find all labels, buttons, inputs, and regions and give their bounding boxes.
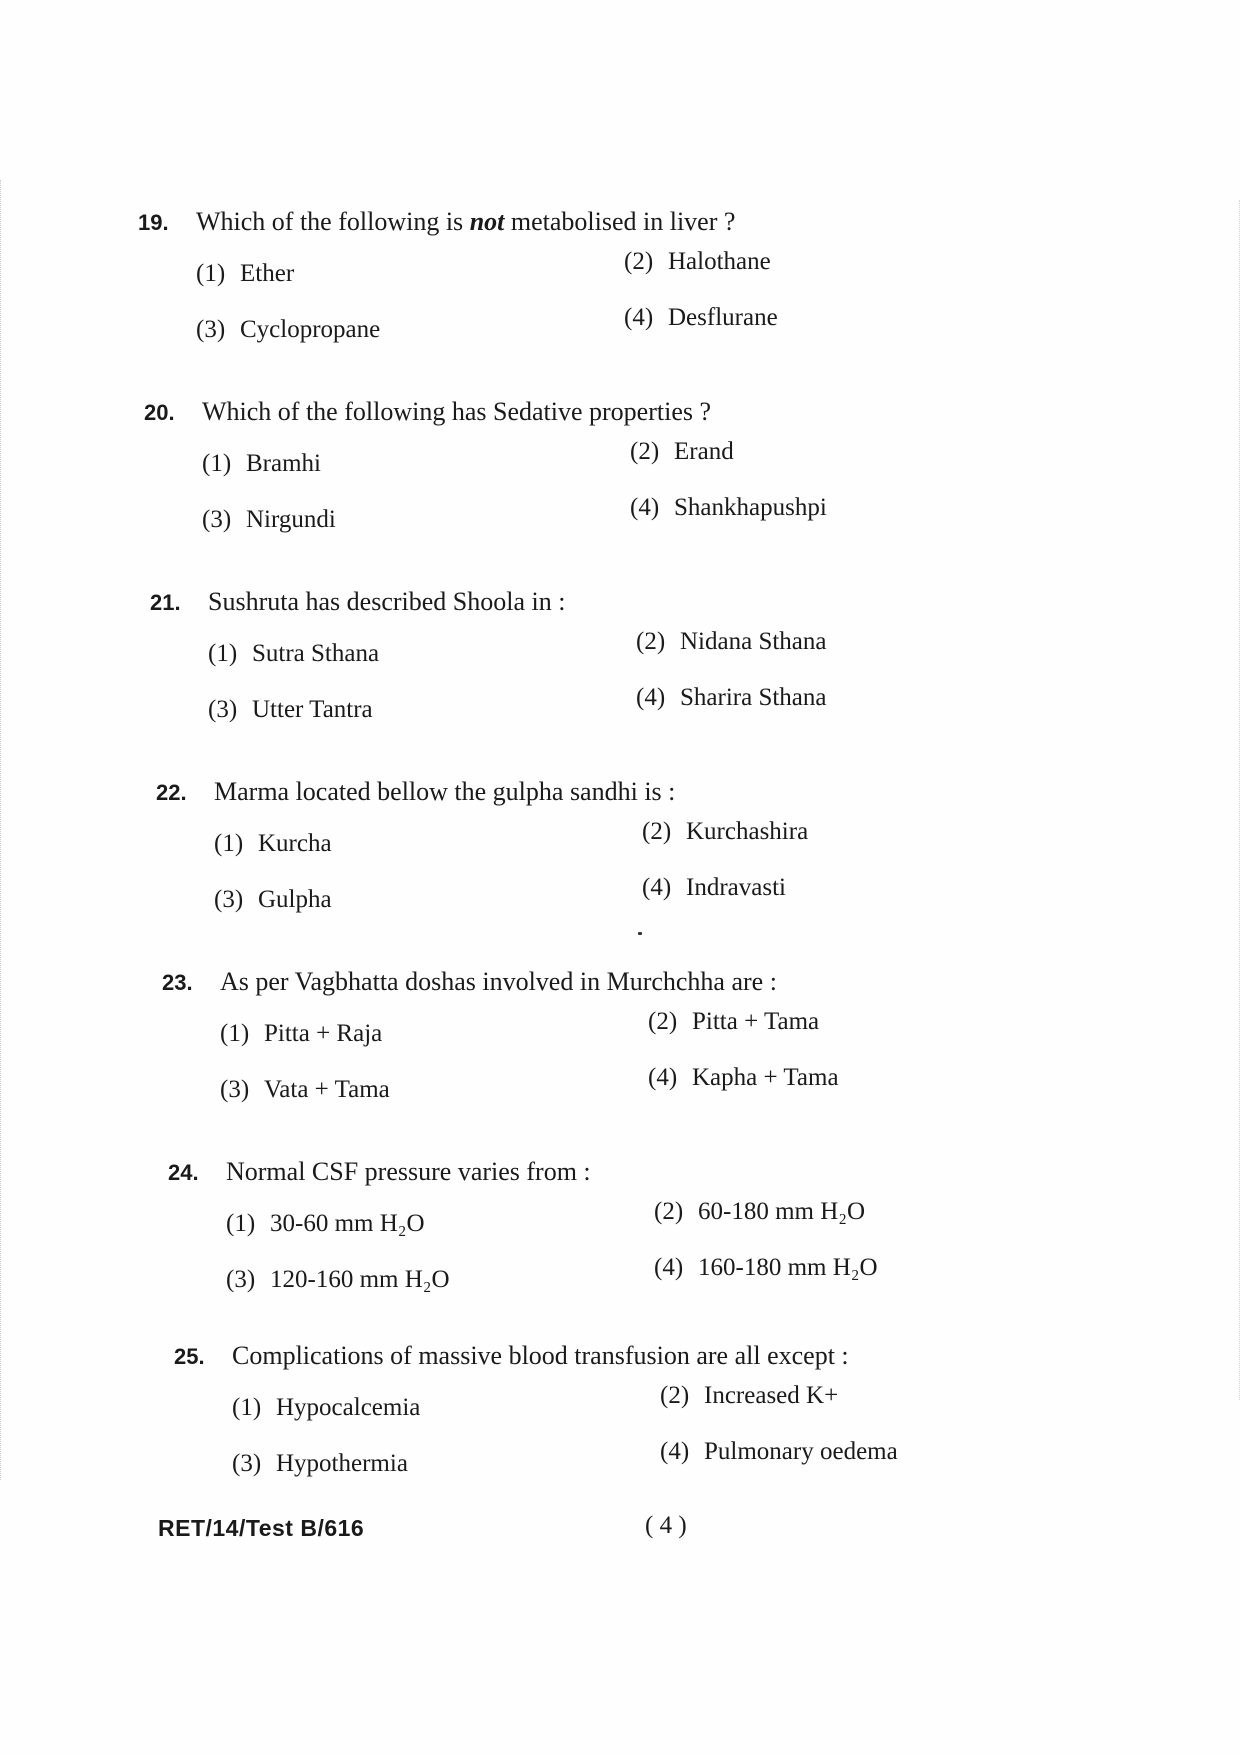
scan-mark — [638, 932, 642, 935]
question-number: 19. — [138, 210, 169, 235]
question-header — [150, 586, 1010, 619]
question-number: 21. — [150, 590, 181, 615]
option-2: (2) Erand — [630, 438, 734, 465]
question-header — [156, 776, 1016, 809]
emphasis-not: not — [469, 207, 505, 236]
question-header — [138, 206, 998, 239]
options-list — [202, 438, 1004, 561]
option-4: (4) Shankhapushpi — [630, 494, 827, 521]
question-number: 25. — [174, 1344, 205, 1369]
option-4: (4) 160-180 mm H₂O — [654, 1254, 878, 1281]
question-25 — [174, 1340, 1034, 1505]
option-2: (2) Increased K+ — [660, 1382, 839, 1409]
question-number: 22. — [156, 780, 187, 805]
question-text: As per Vagbhatta doshas involved in Murchchha are : — [220, 967, 777, 996]
option-2: (2) Halothane — [624, 248, 771, 275]
options-list — [220, 1008, 1022, 1131]
option-1: (1) Ether — [196, 260, 295, 287]
question-21 — [150, 586, 1010, 751]
option-3: (3) Nirgundi — [202, 506, 336, 533]
question-number: 20. — [144, 400, 175, 425]
scan-edge-left — [0, 180, 15, 1480]
option-3: (3) Cyclopropane — [196, 316, 381, 343]
page-number: ( 4 ) — [645, 1512, 687, 1539]
question-header — [168, 1156, 1028, 1189]
option-2: (2) Nidana Sthana — [636, 628, 827, 655]
question-22 — [156, 776, 1016, 941]
option-4: (4) Indravasti — [642, 874, 786, 901]
question-23 — [162, 966, 1022, 1131]
option-4: (4) Desflurane — [624, 304, 778, 331]
question-number: 23. — [162, 970, 193, 995]
question-20 — [144, 396, 1004, 561]
option-1: (1) Pitta + Raja — [220, 1020, 383, 1047]
options-list — [196, 248, 998, 371]
scan-edge-right — [1229, 200, 1240, 1400]
options-list — [208, 628, 1010, 751]
question-header — [174, 1340, 1034, 1373]
options-list — [232, 1382, 1034, 1505]
question-text: Which of the following has Sedative properties ? — [202, 397, 712, 426]
option-3: (3) Hypothermia — [232, 1450, 408, 1477]
option-1: (1) Bramhi — [202, 450, 321, 477]
options-list — [214, 818, 1016, 941]
question-24 — [168, 1156, 1028, 1321]
option-1: (1) Kurcha — [214, 830, 332, 857]
question-number: 24. — [168, 1160, 199, 1185]
question-text: Marma located bellow the gulpha sandhi is : — [214, 777, 676, 806]
option-3: (3) Vata + Tama — [220, 1076, 390, 1103]
options-list — [226, 1198, 1028, 1321]
option-3: (3) Utter Tantra — [208, 696, 373, 723]
question-text: Complications of massive blood transfusion are all except : — [232, 1341, 849, 1370]
option-1: (1) Hypocalcemia — [232, 1394, 421, 1421]
question-text: Which of the following is not metabolised in liver ? — [196, 207, 736, 236]
option-2: (2) 60-180 mm H₂O — [654, 1198, 866, 1225]
option-2: (2) Kurchashira — [642, 818, 809, 845]
question-text: Normal CSF pressure varies from : — [226, 1157, 591, 1186]
option-4: (4) Pulmonary oedema — [660, 1438, 898, 1465]
test-code: RET/14/Test B/616 — [158, 1515, 365, 1541]
option-3: (3) Gulpha — [214, 886, 332, 913]
option-1: (1) 30-60 mm H₂O — [226, 1210, 425, 1237]
option-1: (1) Sutra Sthana — [208, 640, 380, 667]
option-4: (4) Kapha + Tama — [648, 1064, 839, 1091]
option-4: (4) Sharira Sthana — [636, 684, 827, 711]
question-header — [144, 396, 1004, 429]
option-2: (2) Pitta + Tama — [648, 1008, 820, 1035]
question-header — [162, 966, 1022, 999]
option-3: (3) 120-160 mm H₂O — [226, 1266, 450, 1293]
question-text: Sushruta has described Shoola in : — [208, 587, 566, 616]
question-19 — [138, 206, 998, 371]
